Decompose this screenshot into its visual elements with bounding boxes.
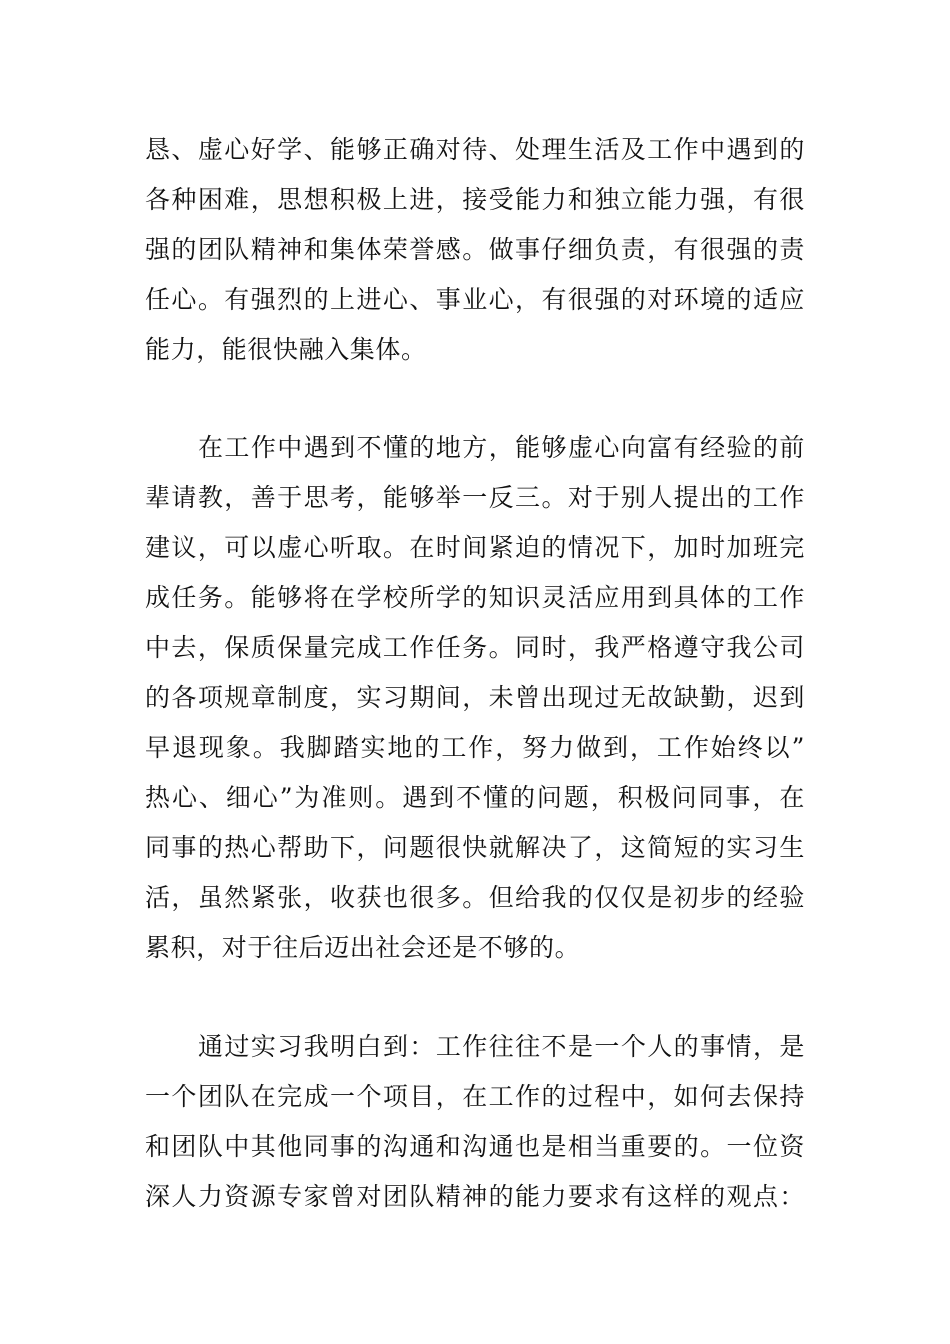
text-line: 建议，可以虚心听取。在时间紧迫的情况下，加时加班完 xyxy=(145,533,805,562)
text-line: 各种困难，思想积极上进，接受能力和独立能力强，有很 xyxy=(145,185,805,214)
text-line: 深人力资源专家曾对团队精神的能力要求有这样的观点： xyxy=(145,1182,805,1211)
text-line: 的各项规章制度，实习期间，未曾出现过无故缺勤，迟到 xyxy=(145,683,805,712)
text-line: 恳、虚心好学、能够正确对待、处理生活及工作中遇到的 xyxy=(145,135,805,164)
text-line: 任心。有强烈的上进心、事业心，有很强的对环境的适应 xyxy=(145,285,805,314)
text-line: 一个团队在完成一个项目，在工作的过程中，如何去保持 xyxy=(145,1082,805,1111)
text-line: 累积，对于往后迈出社会还是不够的。 xyxy=(145,933,581,962)
text-line: 强的团队精神和集体荣誉感。做事仔细负责，有很强的责 xyxy=(145,235,805,264)
text-line: 早退现象。我脚踏实地的工作，努力做到，工作始终以” xyxy=(145,733,805,762)
text-line: 热心、细心”为准则。遇到不懂的问题，积极问同事，在 xyxy=(145,783,805,812)
text-line: 在工作中遇到不懂的地方，能够虚心向富有经验的前 xyxy=(198,433,805,462)
text-line: 能力，能很快融入集体。 xyxy=(145,335,427,364)
text-line: 通过实习我明白到：工作往往不是一个人的事情，是 xyxy=(198,1032,805,1061)
text-line: 活，虽然紧张，收获也很多。但给我的仅仅是初步的经验 xyxy=(145,883,805,912)
text-line: 和团队中其他同事的沟通和沟通也是相当重要的。一位资 xyxy=(145,1132,805,1161)
text-line: 辈请教，善于思考，能够举一反三。对于别人提出的工作 xyxy=(145,483,805,512)
text-line: 成任务。能够将在学校所学的知识灵活应用到具体的工作 xyxy=(145,583,805,612)
text-line: 同事的热心帮助下，问题很快就解决了，这简短的实习生 xyxy=(145,833,805,862)
text-line: 中去，保质保量完成工作任务。同时，我严格遵守我公司 xyxy=(145,633,805,662)
